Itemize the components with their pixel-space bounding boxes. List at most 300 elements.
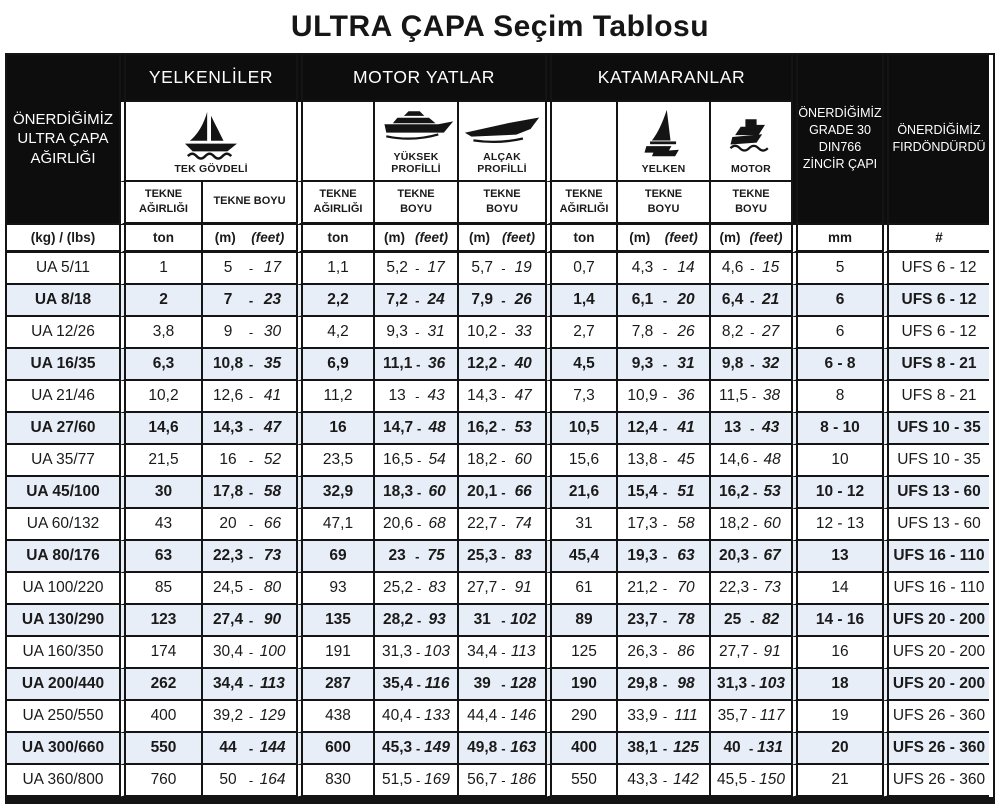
cell-swivel: UFS 8 - 21	[882, 381, 989, 413]
length-feet-value: 26	[677, 323, 695, 340]
range-dash: -	[415, 548, 420, 564]
length-meters-value: 51,5	[381, 771, 413, 788]
subheader-sail-length: TEKNE BOYU	[201, 182, 296, 225]
range-dash: -	[417, 452, 422, 468]
range-dash: -	[501, 388, 506, 404]
length-feet-value: 150	[759, 771, 786, 788]
range-dash: -	[415, 292, 420, 308]
range-dash: -	[753, 580, 758, 596]
range-dash: -	[248, 452, 254, 468]
cell-catamaran-motor-length	[709, 317, 791, 349]
length-meters-value: 5,2	[386, 259, 408, 276]
cell-motoryacht-low-length	[457, 605, 545, 637]
length-meters-value: 16,2	[467, 419, 498, 436]
subheader-cat-sail-length: TEKNE BOYU	[616, 182, 709, 225]
cell-model: UA 200/440	[7, 669, 119, 701]
cell-sail-ton: 550	[119, 733, 201, 765]
cell-motoryacht-ton: 93	[296, 573, 373, 605]
range-dash: -	[415, 708, 421, 724]
range-dash: -	[248, 772, 254, 788]
cell-catamaran-sail-length	[616, 509, 709, 541]
high-profile-label: YÜKSEK PROFİLLİ	[391, 151, 441, 175]
length-meters-value: 22,3	[719, 579, 750, 596]
range-dash: -	[248, 548, 254, 564]
length-meters-value: 4,6	[721, 259, 744, 276]
range-dash: -	[415, 644, 421, 660]
length-meters-value: 28,2	[383, 611, 414, 628]
range-dash: -	[417, 580, 422, 596]
unit-m: (m)	[719, 230, 741, 245]
cell-motoryacht-ton: 1,1	[296, 253, 373, 285]
cell-motoryacht-high-length	[373, 445, 457, 477]
catamaran-ton-icon-spacer	[545, 102, 616, 182]
length-feet-value: 21	[761, 291, 780, 308]
cell-swivel: UFS 20 - 200	[882, 669, 989, 701]
subheader-cat-motor-length: TEKNE BOYU	[709, 182, 791, 225]
range-dash: -	[415, 772, 421, 788]
range-dash: -	[662, 708, 668, 724]
cell-chain-mm: 10 - 12	[791, 477, 882, 509]
length-feet-value: 27	[761, 323, 780, 340]
range-dash: -	[415, 740, 421, 756]
length-feet-value: 48	[763, 451, 781, 468]
length-feet-value: 129	[259, 707, 286, 724]
length-feet-value: 98	[677, 675, 695, 692]
cell-catamaran-ton: 290	[545, 701, 616, 733]
length-feet-value: 23	[263, 291, 282, 308]
length-meters-value: 5	[223, 259, 233, 276]
cell-sail-ton: 760	[119, 765, 201, 797]
length-meters-value: 4,3	[631, 259, 654, 276]
cell-sail-ton: 6,3	[119, 349, 201, 381]
cell-catamaran-sail-length	[616, 413, 709, 445]
cell-sail-length	[201, 413, 296, 445]
length-meters-value: 14,7	[383, 419, 414, 436]
cell-chain-mm: 16	[791, 637, 882, 669]
cell-sail-ton: 63	[119, 541, 201, 573]
length-meters-value: 7	[223, 291, 233, 308]
cell-motoryacht-low-length	[457, 381, 545, 413]
range-dash: -	[416, 356, 421, 372]
length-feet-value: 40	[514, 355, 532, 372]
cell-catamaran-ton: 2,7	[545, 317, 616, 349]
cell-model: UA 60/132	[7, 509, 119, 541]
unit-feet: (feet)	[749, 230, 783, 245]
range-dash: -	[501, 676, 506, 692]
group-header-catamarans: KATAMARANLAR	[545, 55, 791, 102]
cell-model: UA 45/100	[7, 477, 119, 509]
length-meters-value: 30,4	[212, 643, 244, 660]
cell-catamaran-motor-length	[709, 349, 791, 381]
cell-motoryacht-high-length	[373, 477, 457, 509]
cell-catamaran-motor-length	[709, 445, 791, 477]
length-feet-value: 63	[677, 547, 695, 564]
unit-m: (m)	[629, 230, 651, 245]
length-feet-value: 86	[677, 643, 695, 660]
range-dash: -	[662, 772, 668, 788]
cell-motoryacht-ton: 830	[296, 765, 373, 797]
range-dash: -	[501, 580, 506, 596]
cell-motoryacht-high-length	[373, 733, 457, 765]
range-dash: -	[248, 612, 254, 628]
unit-feet: (feet)	[664, 230, 698, 245]
length-meters-value: 10,9	[627, 387, 658, 404]
cell-sail-length	[201, 349, 296, 381]
cell-swivel: UFS 10 - 35	[882, 445, 989, 477]
cell-motoryacht-ton: 287	[296, 669, 373, 701]
range-dash: -	[248, 420, 254, 436]
cell-sail-length	[201, 509, 296, 541]
length-feet-value: 17	[427, 259, 445, 276]
recommended-weight-header: ÖNERDİĞİMİZ ULTRA ÇAPA AĞIRLIĞI	[7, 55, 119, 225]
length-meters-value: 22,7	[467, 515, 498, 532]
length-meters-value: 56,7	[467, 771, 498, 788]
length-feet-value: 133	[424, 707, 451, 724]
range-dash: -	[750, 324, 755, 340]
length-feet-value: 128	[510, 675, 537, 692]
cell-sail-ton: 123	[119, 605, 201, 637]
cell-sail-length	[201, 541, 296, 573]
cell-motoryacht-low-length	[457, 285, 545, 317]
length-feet-value: 164	[259, 771, 286, 788]
cell-swivel: UFS 6 - 12	[882, 317, 989, 349]
range-dash: -	[501, 708, 506, 724]
length-meters-value: 31,3	[381, 643, 413, 660]
cell-motoryacht-low-length	[457, 573, 545, 605]
range-dash: -	[501, 548, 506, 564]
cell-motoryacht-high-length	[373, 541, 457, 573]
length-feet-value: 15	[761, 259, 780, 276]
cell-catamaran-motor-length	[709, 701, 791, 733]
length-meters-value: 7,9	[471, 291, 493, 308]
length-meters-value: 27,4	[212, 611, 244, 628]
length-feet-value: 60	[514, 451, 532, 468]
cell-chain-mm: 19	[791, 701, 882, 733]
cell-motoryacht-high-length	[373, 413, 457, 445]
length-meters-value: 20,1	[467, 483, 498, 500]
range-dash: -	[415, 260, 420, 276]
length-meters-value: 31	[473, 611, 491, 628]
range-dash: -	[662, 260, 668, 276]
length-meters-value: 24,5	[212, 579, 244, 596]
cell-swivel: UFS 10 - 35	[882, 413, 989, 445]
length-meters-value: 31,3	[716, 675, 748, 692]
cell-motoryacht-ton: 135	[296, 605, 373, 637]
range-dash: -	[248, 324, 254, 340]
length-feet-value: 58	[263, 483, 282, 500]
range-dash: -	[248, 580, 254, 596]
unit-feet: (feet)	[251, 230, 285, 245]
cell-swivel: UFS 6 - 12	[882, 285, 989, 317]
cell-model: UA 16/35	[7, 349, 119, 381]
unit-feet: (feet)	[415, 230, 448, 245]
cell-catamaran-sail-length	[616, 477, 709, 509]
high-profile-yacht-icon	[377, 106, 455, 148]
range-dash: -	[248, 516, 254, 532]
length-feet-value: 66	[263, 515, 282, 532]
length-feet-value: 74	[514, 515, 532, 532]
cell-model: UA 21/46	[7, 381, 119, 413]
units-chain-mm: mm	[791, 225, 882, 253]
length-feet-value: 66	[514, 483, 532, 500]
length-feet-value: 14	[677, 259, 695, 276]
cell-catamaran-motor-length	[709, 285, 791, 317]
range-dash: -	[501, 260, 506, 276]
length-meters-value: 29,8	[627, 675, 658, 692]
length-feet-value: 17	[263, 259, 282, 276]
cell-motoryacht-high-length	[373, 509, 457, 541]
cell-model: UA 5/11	[7, 253, 119, 285]
cell-swivel: UFS 26 - 360	[882, 701, 989, 733]
range-dash: -	[501, 644, 506, 660]
range-dash: -	[662, 388, 668, 404]
length-feet-value: 35	[263, 355, 282, 372]
range-dash: -	[748, 740, 754, 756]
length-meters-value: 23	[388, 547, 406, 564]
units-cat-ton: ton	[545, 225, 616, 253]
length-meters-value: 25,3	[467, 547, 498, 564]
length-feet-value: 113	[510, 643, 536, 660]
length-feet-value: 43	[761, 419, 780, 436]
cell-swivel: UFS 8 - 21	[882, 349, 989, 381]
cell-catamaran-ton: 15,6	[545, 445, 616, 477]
cell-sail-ton: 21,5	[119, 445, 201, 477]
cell-sail-ton: 1	[119, 253, 201, 285]
length-meters-value: 17,3	[627, 515, 658, 532]
length-meters-value: 40,4	[381, 707, 413, 724]
cell-motoryacht-high-length	[373, 381, 457, 413]
range-dash: -	[753, 516, 758, 532]
range-dash: -	[501, 324, 506, 340]
cell-model: UA 8/18	[7, 285, 119, 317]
cell-motoryacht-low-length	[457, 349, 545, 381]
cell-chain-mm: 10	[791, 445, 882, 477]
high-profile-icon-cell	[373, 102, 457, 182]
range-dash: -	[751, 388, 757, 404]
range-dash: -	[417, 612, 422, 628]
cell-catamaran-motor-length	[709, 733, 791, 765]
unit-feet: (feet)	[502, 230, 535, 245]
length-feet-value: 80	[263, 579, 282, 596]
cell-motoryacht-high-length	[373, 285, 457, 317]
length-meters-value: 19,3	[627, 547, 658, 564]
length-meters-value: 14,3	[212, 419, 244, 436]
cell-motoryacht-high-length	[373, 317, 457, 349]
length-meters-value: 25	[723, 611, 742, 628]
length-meters-value: 13,8	[627, 451, 658, 468]
range-dash: -	[662, 644, 668, 660]
group-header-sailboats: YELKENLİLER	[119, 55, 296, 102]
cell-sail-ton: 14,6	[119, 413, 201, 445]
length-meters-value: 23,7	[627, 611, 658, 628]
length-feet-value: 45	[677, 451, 695, 468]
cell-motoryacht-low-length	[457, 317, 545, 349]
cell-sail-ton: 43	[119, 509, 201, 541]
cell-swivel: UFS 20 - 200	[882, 605, 989, 637]
length-meters-value: 25,2	[383, 579, 414, 596]
length-meters-value: 18,2	[467, 451, 498, 468]
length-feet-value: 60	[428, 483, 446, 500]
cell-catamaran-ton: 45,4	[545, 541, 616, 573]
cell-model: UA 12/26	[7, 317, 119, 349]
units-swivel: #	[882, 225, 989, 253]
cell-catamaran-sail-length	[616, 381, 709, 413]
range-dash: -	[501, 484, 506, 500]
length-meters-value: 38,1	[627, 739, 658, 756]
length-feet-value: 41	[677, 419, 695, 436]
range-dash: -	[248, 356, 254, 372]
length-feet-value: 149	[424, 739, 451, 756]
cell-chain-mm: 12 - 13	[791, 509, 882, 541]
length-feet-value: 103	[759, 675, 786, 692]
low-profile-speedboat-icon	[462, 108, 542, 148]
monohull-sailboat-icon	[180, 108, 242, 160]
length-feet-value: 43	[427, 387, 445, 404]
cell-swivel: UFS 6 - 12	[882, 253, 989, 285]
range-dash: -	[750, 676, 756, 692]
length-meters-value: 9,3	[386, 323, 408, 340]
length-meters-value: 12,4	[627, 419, 658, 436]
cell-motoryacht-low-length	[457, 541, 545, 573]
length-feet-value: 73	[763, 579, 781, 596]
cell-catamaran-sail-length	[616, 637, 709, 669]
length-meters-value: 39,2	[212, 707, 244, 724]
length-meters-value: 43,3	[627, 771, 658, 788]
cell-catamaran-motor-length	[709, 541, 791, 573]
cell-sail-length	[201, 701, 296, 733]
length-feet-value: 91	[514, 579, 532, 596]
cell-catamaran-sail-length	[616, 253, 709, 285]
range-dash: -	[751, 708, 756, 724]
range-dash: -	[501, 292, 506, 308]
cell-catamaran-sail-length	[616, 765, 709, 797]
length-feet-value: 31	[677, 355, 695, 372]
cell-chain-mm: 6 - 8	[791, 349, 882, 381]
length-meters-value: 8,2	[721, 323, 744, 340]
length-meters-value: 44	[219, 739, 237, 756]
length-meters-value: 6,4	[721, 291, 744, 308]
cell-sail-length	[201, 477, 296, 509]
cell-motoryacht-low-length	[457, 637, 545, 669]
cell-catamaran-sail-length	[616, 445, 709, 477]
range-dash: -	[248, 388, 254, 404]
catamaran-motor-label: MOTOR	[731, 163, 771, 175]
length-meters-value: 6,1	[631, 291, 654, 308]
cell-motoryacht-high-length	[373, 573, 457, 605]
length-feet-value: 131	[757, 739, 783, 756]
catamaran-sail-label: YELKEN	[641, 163, 686, 175]
cell-catamaran-ton: 7,3	[545, 381, 616, 413]
range-dash: -	[662, 548, 668, 564]
unit-m: (m)	[384, 230, 405, 245]
cell-model: UA 100/220	[7, 573, 119, 605]
range-dash: -	[501, 740, 506, 756]
cell-swivel: UFS 26 - 360	[882, 765, 989, 797]
range-dash: -	[416, 676, 421, 692]
catamaran-motor-icon	[723, 114, 779, 160]
cell-catamaran-sail-length	[616, 605, 709, 637]
length-meters-value: 15,4	[627, 483, 658, 500]
cell-motoryacht-ton: 32,9	[296, 477, 373, 509]
length-feet-value: 53	[763, 483, 781, 500]
length-meters-value: 13	[723, 419, 742, 436]
cell-motoryacht-low-length	[457, 445, 545, 477]
length-feet-value: 103	[424, 643, 451, 660]
cell-motoryacht-ton: 191	[296, 637, 373, 669]
length-feet-value: 41	[263, 387, 282, 404]
length-meters-value: 14,3	[467, 387, 498, 404]
range-dash: -	[248, 676, 254, 692]
cell-sail-ton: 174	[119, 637, 201, 669]
cell-motoryacht-ton: 4,2	[296, 317, 373, 349]
cell-motoryacht-low-length	[457, 253, 545, 285]
range-dash: -	[248, 484, 254, 500]
cell-chain-mm: 14	[791, 573, 882, 605]
length-feet-value: 47	[514, 387, 532, 404]
length-feet-value: 68	[428, 515, 446, 532]
range-dash: -	[662, 612, 668, 628]
cell-model: UA 300/660	[7, 733, 119, 765]
cell-motoryacht-low-length	[457, 509, 545, 541]
cell-catamaran-motor-length	[709, 765, 791, 797]
cell-swivel: UFS 26 - 360	[882, 733, 989, 765]
length-meters-value: 9	[223, 323, 233, 340]
length-meters-value: 14,6	[719, 451, 750, 468]
length-meters-value: 11,5	[719, 387, 749, 404]
length-meters-value: 27,7	[719, 643, 750, 660]
cell-catamaran-ton: 400	[545, 733, 616, 765]
cell-catamaran-sail-length	[616, 573, 709, 605]
units-sail-ton: ton	[119, 225, 201, 253]
cell-model: UA 130/290	[7, 605, 119, 637]
cell-motoryacht-high-length	[373, 637, 457, 669]
length-feet-value: 113	[260, 675, 285, 692]
cell-model: UA 35/77	[7, 445, 119, 477]
cell-catamaran-motor-length	[709, 637, 791, 669]
cell-sail-ton: 10,2	[119, 381, 201, 413]
range-dash: -	[415, 324, 420, 340]
length-feet-value: 70	[677, 579, 695, 596]
length-feet-value: 169	[424, 771, 451, 788]
cell-chain-mm: 13	[791, 541, 882, 573]
cell-motoryacht-ton: 600	[296, 733, 373, 765]
catamaran-sail-icon	[638, 108, 690, 160]
length-meters-value: 12,6	[212, 387, 244, 404]
range-dash: -	[662, 740, 668, 756]
length-feet-value: 73	[263, 547, 282, 564]
range-dash: -	[753, 484, 758, 500]
cell-sail-ton: 262	[119, 669, 201, 701]
cell-sail-length	[201, 253, 296, 285]
cell-chain-mm: 14 - 16	[791, 605, 882, 637]
range-dash: -	[662, 484, 668, 500]
cell-motoryacht-high-length	[373, 701, 457, 733]
range-dash: -	[662, 580, 668, 596]
cell-model: UA 250/550	[7, 701, 119, 733]
length-feet-value: 163	[510, 739, 537, 756]
cell-motoryacht-low-length	[457, 765, 545, 797]
cell-model: UA 160/350	[7, 637, 119, 669]
length-meters-value: 39	[473, 675, 491, 692]
range-dash: -	[753, 452, 758, 468]
length-meters-value: 16,5	[383, 451, 414, 468]
catamaran-sail-icon-cell	[616, 102, 709, 182]
cell-model: UA 360/800	[7, 765, 119, 797]
cell-catamaran-motor-length	[709, 477, 791, 509]
length-feet-value: 19	[514, 259, 532, 276]
range-dash: -	[662, 356, 668, 372]
length-meters-value: 16,2	[719, 483, 750, 500]
